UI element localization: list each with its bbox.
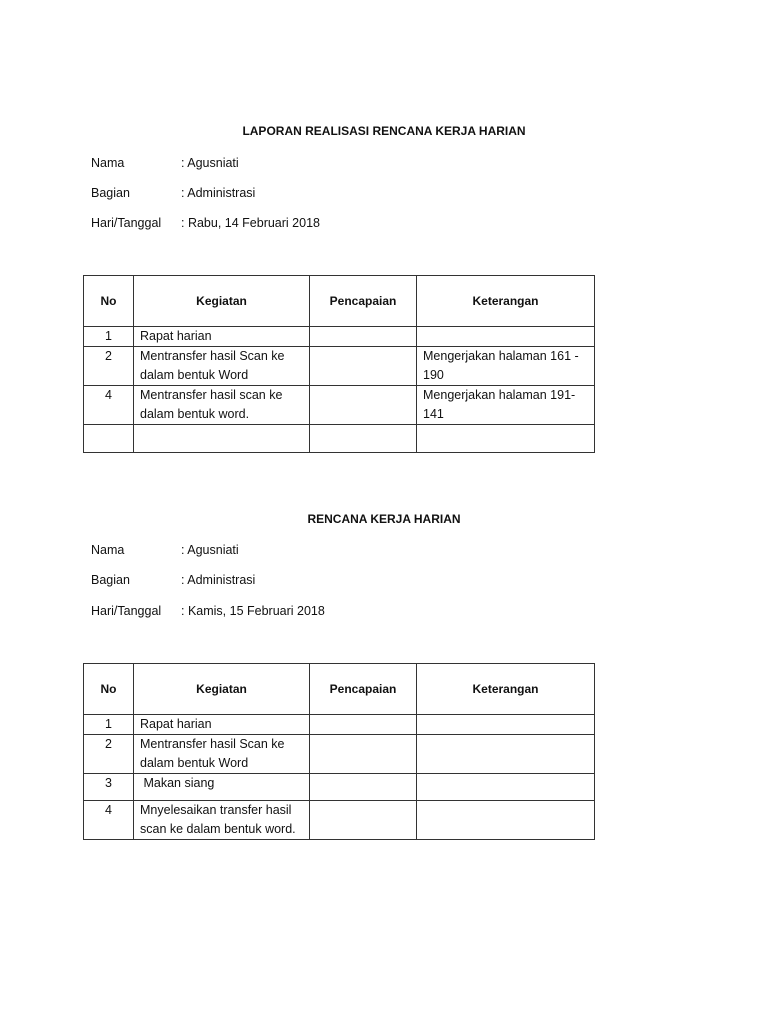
header-no: No [84, 276, 134, 327]
cell-kegiatan: Mentransfer hasil Scan ke dalam bentuk Word [134, 735, 310, 774]
report-table [83, 275, 595, 453]
header-pencapaian: Pencapaian [310, 664, 417, 715]
plan-title: RENCANA KERJA HARIAN [307, 512, 461, 526]
cell-keterangan [417, 425, 595, 453]
report-field-nama [91, 156, 591, 174]
cell-no: 4 [84, 801, 134, 840]
header-keterangan: Keterangan [417, 276, 595, 327]
cell-keterangan [417, 801, 595, 840]
cell-pencapaian [310, 327, 417, 347]
header-keterangan: Keterangan [417, 664, 595, 715]
cell-kegiatan: Rapat harian [134, 327, 310, 347]
table-row [84, 801, 595, 840]
table-row [84, 327, 595, 347]
cell-pencapaian [310, 386, 417, 425]
field-value: : Rabu, 14 Februari 2018 [181, 216, 320, 230]
cell-pencapaian [310, 801, 417, 840]
plan-field-bagian [91, 573, 591, 591]
cell-keterangan [417, 715, 595, 735]
cell-kegiatan [134, 425, 310, 453]
table-row [84, 347, 595, 386]
field-value: : Agusniati [181, 543, 239, 557]
plan-table [83, 663, 595, 840]
field-value: : Administrasi [181, 573, 256, 587]
cell-kegiatan: Mnyelesaikan transfer hasil scan ke dalam bentuk word. [134, 801, 310, 840]
field-label: Hari/Tanggal [91, 604, 162, 618]
field-value: : Administrasi [181, 186, 256, 200]
table-row [84, 425, 595, 453]
cell-pencapaian [310, 715, 417, 735]
cell-kegiatan: Makan siang [134, 774, 310, 801]
cell-pencapaian [310, 774, 417, 801]
cell-pencapaian [310, 347, 417, 386]
cell-no: 3 [84, 774, 134, 801]
field-value: : Kamis, 15 Februari 2018 [181, 604, 325, 618]
field-label: Nama [91, 156, 125, 170]
table-header-row [84, 664, 595, 715]
field-value: : Agusniati [181, 156, 239, 170]
cell-no: 1 [84, 327, 134, 347]
report-field-tanggal [91, 216, 591, 234]
report-field-bagian [91, 186, 591, 204]
field-label: Hari/Tanggal [91, 216, 162, 230]
cell-no: 2 [84, 735, 134, 774]
cell-no: 4 [84, 386, 134, 425]
header-kegiatan: Kegiatan [134, 664, 310, 715]
cell-keterangan [417, 327, 595, 347]
cell-keterangan [417, 735, 595, 774]
cell-no [84, 425, 134, 453]
table-row [84, 774, 595, 801]
cell-kegiatan: Rapat harian [134, 715, 310, 735]
header-kegiatan: Kegiatan [134, 276, 310, 327]
table-row [84, 715, 595, 735]
field-label: Nama [91, 543, 125, 557]
cell-kegiatan: Mentransfer hasil Scan ke dalam bentuk Word [134, 347, 310, 386]
cell-keterangan [417, 774, 595, 801]
table-row [84, 735, 595, 774]
table-header-row [84, 276, 595, 327]
cell-no: 1 [84, 715, 134, 735]
plan-field-nama [91, 543, 591, 561]
header-no: No [84, 664, 134, 715]
header-pencapaian: Pencapaian [310, 276, 417, 327]
cell-no: 2 [84, 347, 134, 386]
cell-pencapaian [310, 735, 417, 774]
table-row [84, 386, 595, 425]
cell-pencapaian [310, 425, 417, 453]
field-label: Bagian [91, 186, 130, 200]
cell-kegiatan: Mentransfer hasil scan ke dalam bentuk word. [134, 386, 310, 425]
plan-field-tanggal [91, 604, 591, 622]
field-label: Bagian [91, 573, 130, 587]
cell-keterangan: Mengerjakan halaman 191-141 [417, 386, 595, 425]
cell-keterangan: Mengerjakan halaman 161 - 190 [417, 347, 595, 386]
report-title: LAPORAN REALISASI RENCANA KERJA HARIAN [242, 124, 526, 138]
